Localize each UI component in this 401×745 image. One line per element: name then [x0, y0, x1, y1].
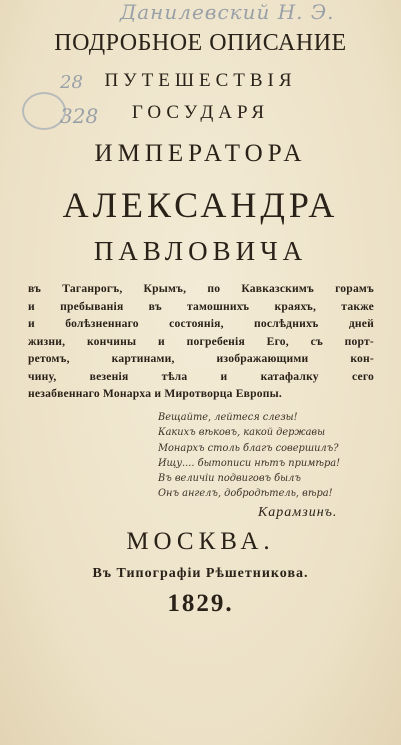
imprint-city: МОСКВА.	[126, 528, 275, 555]
title-line-1: ПОДРОБНОЕ ОПИСАНИЕ	[54, 30, 347, 56]
imprint-printer: Въ Типографіи Рѣшетникова.	[92, 566, 309, 581]
title-line-4: ИМПЕРАТОРА	[94, 140, 307, 167]
description-line: незабвеннаго Монарха и Миротворца Европы.	[28, 387, 283, 400]
epigraph-line: Вещайте, лейтеся слезы!	[158, 412, 298, 423]
description-line: въ Таганрогъ, Крымъ, по Кавказскимъ горамъ	[28, 282, 374, 295]
title-line-5: АЛЕКСАНДРА	[62, 185, 339, 225]
description-block	[28, 280, 374, 403]
epigraph-author: Карамзинъ.	[258, 505, 338, 520]
description-line: ретомъ, картинами, изображающими кон-	[28, 352, 374, 365]
imprint-year: 1829.	[167, 590, 234, 617]
title-line-2: ПУТЕШЕСТВІЯ	[104, 70, 297, 91]
shelf-number-1: 28	[60, 72, 83, 93]
epigraph-line: Какихъ вѣковъ, какой державы	[158, 427, 326, 439]
title-line-6: ПАВЛОВИЧА	[93, 236, 308, 266]
shelf-number-2: 328	[60, 104, 99, 128]
epigraph-line: Онъ ангелъ, добродѣтель, вѣра!	[158, 488, 333, 500]
epigraph-line: Монархъ столь благъ совершилъ?	[158, 442, 339, 454]
description-line: чину, везенія тѣла и катафалку сего	[28, 369, 374, 383]
epigraph	[158, 410, 373, 502]
title-line-3: ГОСУДАРЯ	[131, 102, 270, 123]
epigraph-line: Въ величіи подвиговъ былъ	[158, 473, 301, 485]
description-line: жизни, кончины и погребенія Его, съ порт-	[28, 334, 374, 348]
description-line: и болѣзненнаго состоянія, послѣднихъ дней	[28, 317, 374, 330]
description-line: и пребыванія въ тамошнихъ краяхъ, также	[28, 299, 374, 313]
owner-inscription: Данилевский Н. Э.	[120, 0, 335, 24]
epigraph-line: Ищу.... бытописи нѣтъ примѣра!	[158, 457, 341, 469]
